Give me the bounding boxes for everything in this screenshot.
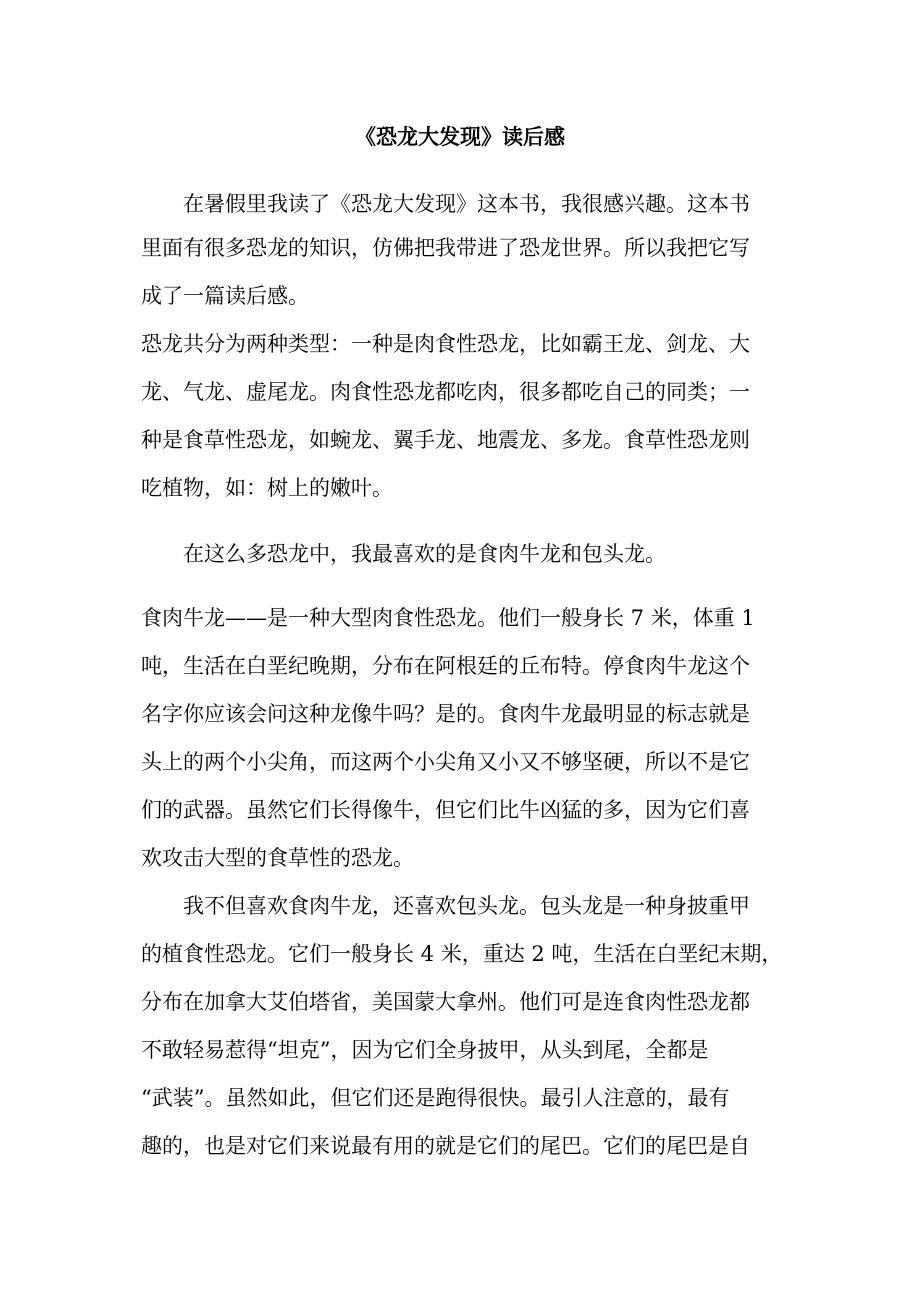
paragraph-line: 成了一篇读后感。 <box>141 284 309 308</box>
paragraph-line: 食肉牛龙——是一种大型肉食性恐龙。他们一般身长 7 米，体重 1 <box>141 606 755 630</box>
paragraph-line: 恐龙共分为两种类型：一种是肉食性恐龙，比如霸王龙、剑龙、大 <box>141 332 750 356</box>
paragraph-line: 名字你应该会问这种龙像牛吗？是的。食肉牛龙最明显的标志就是 <box>141 702 750 726</box>
paragraph-line: 种是食草性恐龙，如蜿龙、翼手龙、地震龙、多龙。食草性恐龙则 <box>141 428 750 452</box>
paragraph-line: 龙、气龙、虚尾龙。肉食性恐龙都吃肉，很多都吃自己的同类；一 <box>141 380 750 404</box>
paragraph-line: 在这么多恐龙中，我最喜欢的是食肉牛龙和包头龙。 <box>183 542 666 566</box>
paragraph-line: 头上的两个小尖角，而这两个小尖角又小又不够坚硬，所以不是它 <box>141 750 750 774</box>
paragraph-line: 在暑假里我读了《恐龙大发现》这本书，我很感兴趣。这本书 <box>183 192 750 216</box>
paragraph-line: “武装”。虽然如此，但它们还是跑得很快。最引人注意的，最有 <box>141 1086 730 1110</box>
paragraph-line: 吨，生活在白垩纪晚期，分布在阿根廷的丘布特。停食肉牛龙这个 <box>141 654 750 678</box>
paragraph-line: 里面有很多恐龙的知识，仿佛把我带进了恐龙世界。所以我把它写 <box>141 236 750 260</box>
paragraph-line: 们的武器。虽然它们长得像牛，但它们比牛凶猛的多，因为它们喜 <box>141 798 750 822</box>
paragraph-line: 我不但喜欢食肉牛龙，还喜欢包头龙。包头龙是一种身披重甲 <box>183 894 750 918</box>
paragraph-line: 趣的，也是对它们来说最有用的就是它们的尾巴。它们的尾巴是自 <box>141 1134 750 1158</box>
paragraph-line: 吃植物，如：树上的嫩叶。 <box>141 476 393 500</box>
paragraph-line: 不敢轻易惹得“坦克”，因为它们全身披甲，从头到尾，全都是 <box>141 1038 709 1062</box>
paragraph-line: 的植食性恐龙。它们一般身长 4 米，重达 2 吨，生活在白垩纪末期， <box>141 942 783 966</box>
paragraph-line: 分布在加拿大艾伯塔省，美国蒙大拿州。他们可是连食肉性恐龙都 <box>141 990 750 1014</box>
document-title: 《恐龙大发现》读后感 <box>355 124 565 149</box>
paragraph-line: 欢攻击大型的食草性的恐龙。 <box>141 846 414 870</box>
